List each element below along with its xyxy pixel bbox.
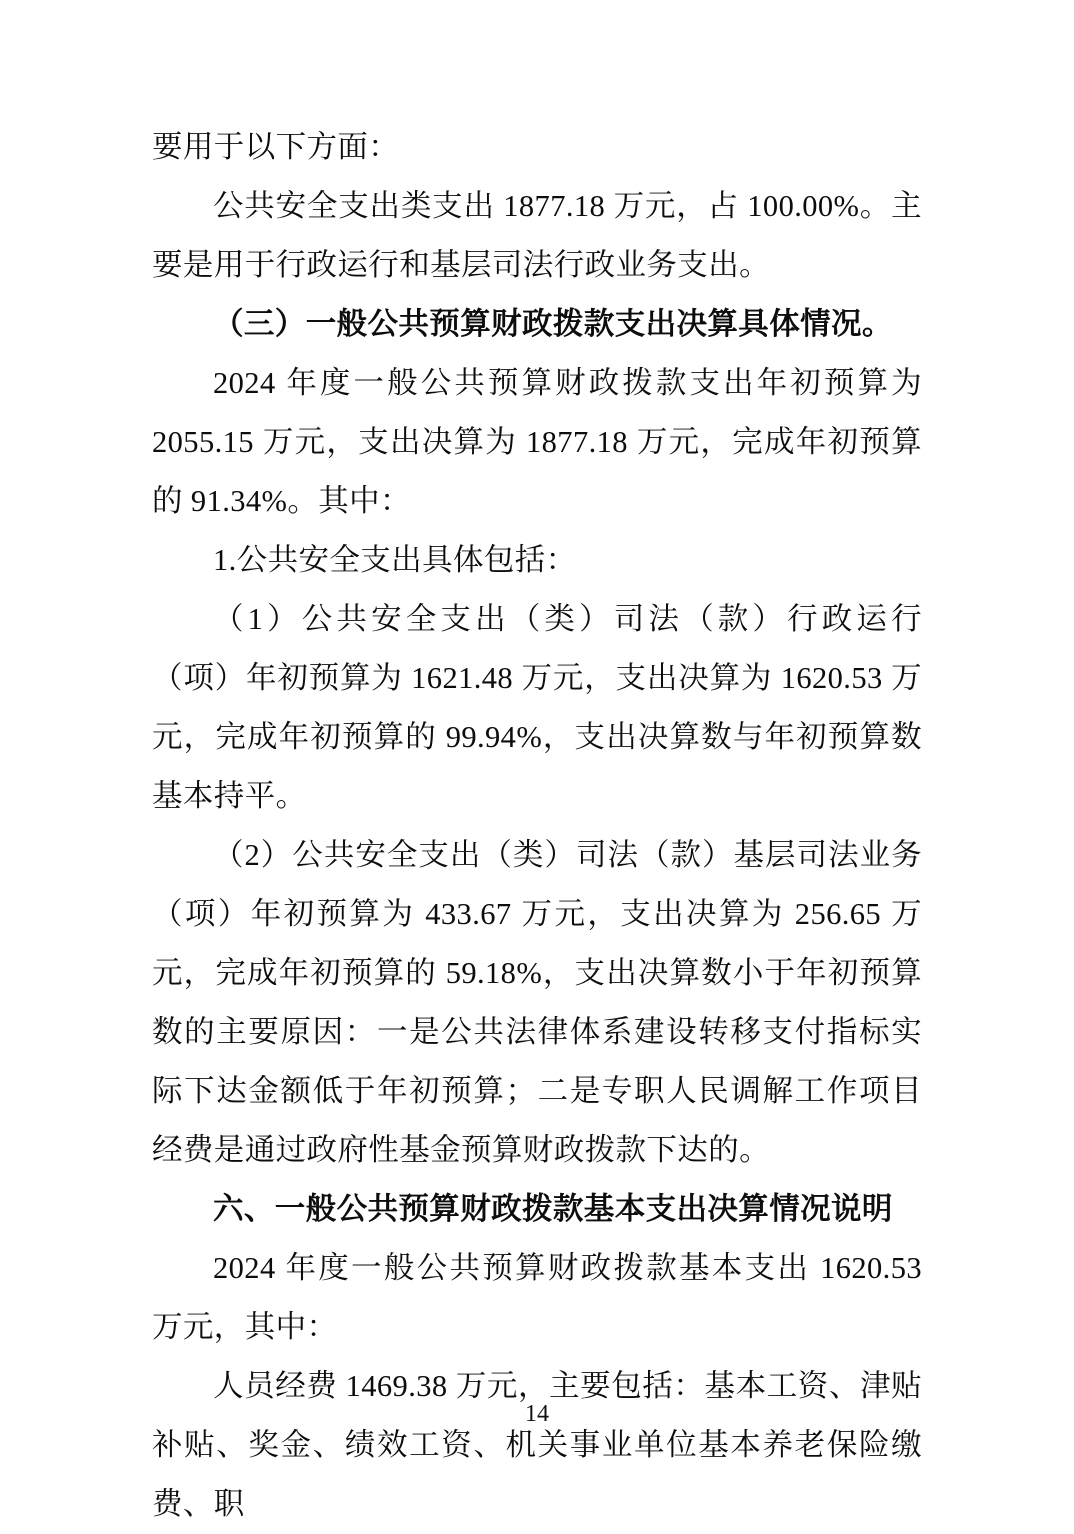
paragraph-personnel-expenses: 人员经费 1469.38 万元，主要包括：基本工资、津贴补贴、奖金、绩效工资、机关事业单位基本养老保险缴费、职 — [152, 1369, 922, 1521]
subsection-heading-three: （三）一般公共预算财政拨款支出决算具体情况。 — [213, 307, 893, 341]
paragraph-basic-expenditure-summary: 2024 年度一般公共预算财政拨款基本支出 1620.53 万元，其中： — [152, 1251, 922, 1344]
paragraph-budget-summary: 2024 年度一般公共预算财政拨款支出年初预算为 2055.15 万元，支出决算为 1877.18 万元，完成年初预算的 91.34%。其中： — [152, 366, 922, 518]
paragraph-public-security-expenditure: 公共安全支出类支出 1877.18 万元，占 100.00%。主要是用于行政运行和基层司法行政业务支出。 — [152, 189, 922, 282]
paragraph-continuation: 要用于以下方面： — [152, 130, 400, 164]
document-body — [152, 118, 922, 1534]
section-heading-six: 六、一般公共预算财政拨款基本支出决算情况说明 — [213, 1192, 893, 1226]
page-number: 14 — [525, 1401, 549, 1427]
paragraph-item-1-1: （1）公共安全支出（类）司法（款）行政运行（项）年初预算为 1621.48 万元，支出决算为 1620.53 万元，完成年初预算的 99.94%，支出决算数与年初预算数基本持平。 — [152, 602, 922, 813]
paragraph-item-1-2: （2）公共安全支出（类）司法（款）基层司法业务（项）年初预算为 433.67 万元，支出决算为 256.65 万元，完成年初预算的 59.18%，支出决算数小于年初预算数的主要原因：一是公共法律体系建设转移支付指标实际下达金额低于年初预算；二是专职人民调解工作项目经费是通过政府性基金预算财政拨款下达的。 — [152, 838, 922, 1167]
paragraph-item-1-intro: 1.公共安全支出具体包括： — [213, 543, 577, 577]
